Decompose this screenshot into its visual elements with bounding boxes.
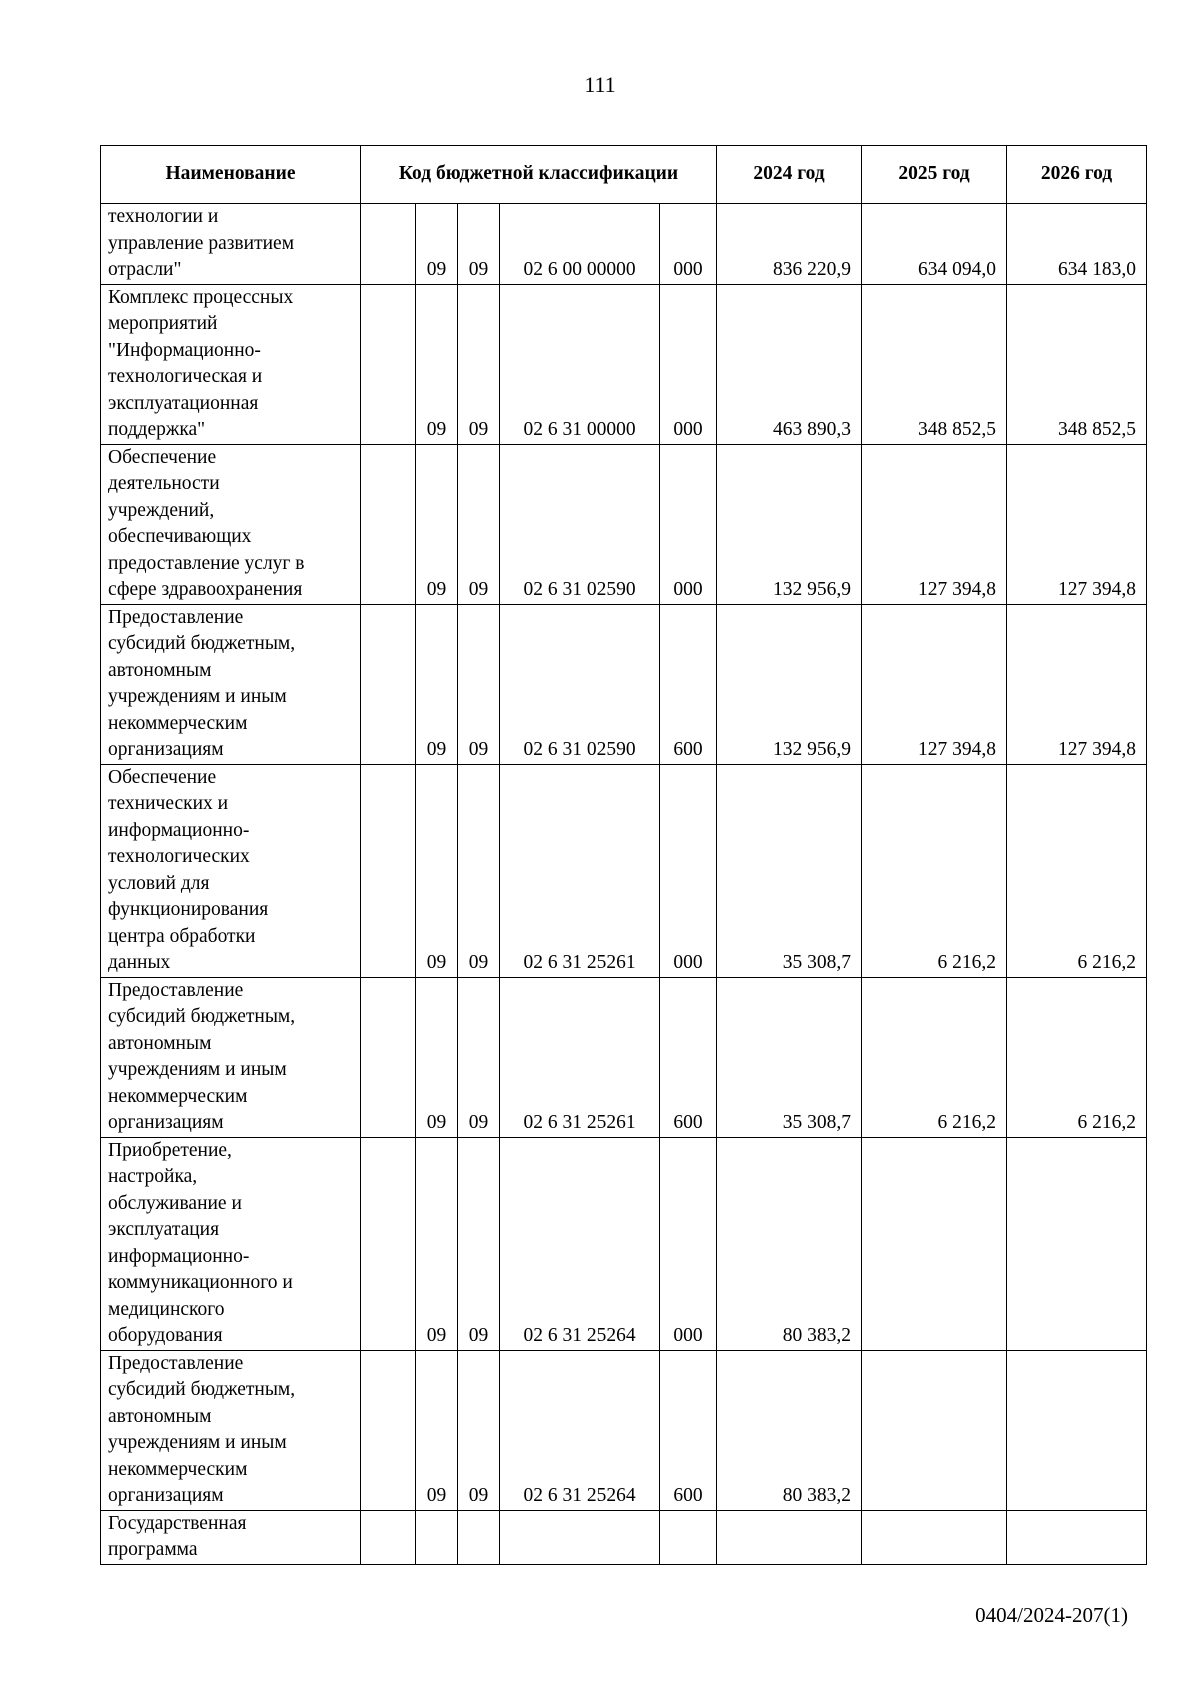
row-code-expense-type: 000 xyxy=(660,764,717,977)
row-name: Обеспечение деятельности учреждений, обеспечивающих предоставление услуг в сфере здравоохранения xyxy=(101,444,361,604)
budget-table xyxy=(100,145,1147,1565)
row-code-section: 09 xyxy=(416,204,458,285)
row-value-2025: 127 394,8 xyxy=(862,604,1007,764)
row-empty-code xyxy=(361,1350,416,1510)
table-row xyxy=(101,977,1147,1137)
row-code-subsection: 09 xyxy=(458,604,500,764)
row-code-section: 09 xyxy=(416,284,458,444)
row-code-subsection xyxy=(458,1510,500,1564)
row-code-section xyxy=(416,1510,458,1564)
header-name: Наименование xyxy=(101,146,361,204)
row-code-expense-type xyxy=(660,1510,717,1564)
row-code-expense-type: 600 xyxy=(660,604,717,764)
row-code-target: 02 6 31 25261 xyxy=(500,764,660,977)
row-code-expense-type: 000 xyxy=(660,444,717,604)
header-2026: 2026 год xyxy=(1007,146,1147,204)
row-value-2024: 35 308,7 xyxy=(717,977,862,1137)
row-code-target: 02 6 31 02590 xyxy=(500,444,660,604)
row-code-target: 02 6 31 25261 xyxy=(500,977,660,1137)
table-row xyxy=(101,1137,1147,1350)
row-value-2026: 6 216,2 xyxy=(1007,977,1147,1137)
row-name: Предоставление субсидий бюджетным, автономным учреждениям и иным некоммерческим организациям xyxy=(101,604,361,764)
row-value-2025: 634 094,0 xyxy=(862,204,1007,285)
table-row xyxy=(101,444,1147,604)
row-code-target: 02 6 31 02590 xyxy=(500,604,660,764)
table-row xyxy=(101,204,1147,285)
row-value-2024: 463 890,3 xyxy=(717,284,862,444)
row-value-2024: 35 308,7 xyxy=(717,764,862,977)
row-value-2026: 634 183,0 xyxy=(1007,204,1147,285)
row-code-target xyxy=(500,1510,660,1564)
row-value-2026: 6 216,2 xyxy=(1007,764,1147,977)
row-empty-code xyxy=(361,764,416,977)
row-empty-code xyxy=(361,444,416,604)
table-row xyxy=(101,284,1147,444)
row-value-2026: 348 852,5 xyxy=(1007,284,1147,444)
row-value-2024: 132 956,9 xyxy=(717,604,862,764)
document-code: 0404/2024-207(1) xyxy=(975,1603,1128,1627)
row-value-2026 xyxy=(1007,1510,1147,1564)
row-value-2024: 80 383,2 xyxy=(717,1137,862,1350)
row-code-subsection: 09 xyxy=(458,1137,500,1350)
row-code-section: 09 xyxy=(416,1137,458,1350)
table-row xyxy=(101,1510,1147,1564)
row-code-subsection: 09 xyxy=(458,204,500,285)
row-code-section: 09 xyxy=(416,1350,458,1510)
row-code-subsection: 09 xyxy=(458,977,500,1137)
table-header-row xyxy=(101,146,1147,204)
row-empty-code xyxy=(361,284,416,444)
table-row xyxy=(101,764,1147,977)
row-code-section: 09 xyxy=(416,444,458,604)
row-name: Обеспечение технических и информационно- технологических условий для функционирования центра обработки данных xyxy=(101,764,361,977)
row-code-subsection: 09 xyxy=(458,1350,500,1510)
row-value-2025: 127 394,8 xyxy=(862,444,1007,604)
row-code-target: 02 6 31 25264 xyxy=(500,1137,660,1350)
row-value-2025 xyxy=(862,1137,1007,1350)
row-code-subsection: 09 xyxy=(458,764,500,977)
row-code-subsection: 09 xyxy=(458,284,500,444)
row-code-section: 09 xyxy=(416,977,458,1137)
row-value-2025 xyxy=(862,1510,1007,1564)
row-name: Предоставление субсидий бюджетным, автономным учреждениям и иным некоммерческим организациям xyxy=(101,977,361,1137)
row-empty-code xyxy=(361,1137,416,1350)
row-code-subsection: 09 xyxy=(458,444,500,604)
row-name: Комплекс процессных мероприятий "Информационно- технологическая и эксплуатационная поддержка" xyxy=(101,284,361,444)
row-empty-code xyxy=(361,1510,416,1564)
row-code-expense-type: 600 xyxy=(660,977,717,1137)
row-code-section: 09 xyxy=(416,604,458,764)
row-name: Государственная программа xyxy=(101,1510,361,1564)
row-code-expense-type: 000 xyxy=(660,1137,717,1350)
row-code-expense-type: 000 xyxy=(660,284,717,444)
row-value-2026 xyxy=(1007,1350,1147,1510)
row-empty-code xyxy=(361,204,416,285)
row-code-section: 09 xyxy=(416,764,458,977)
row-code-target: 02 6 31 00000 xyxy=(500,284,660,444)
page-number: 111 xyxy=(584,72,616,97)
row-empty-code xyxy=(361,604,416,764)
row-code-expense-type: 600 xyxy=(660,1350,717,1510)
row-value-2026 xyxy=(1007,1137,1147,1350)
row-empty-code xyxy=(361,977,416,1137)
header-2024: 2024 год xyxy=(717,146,862,204)
row-value-2025 xyxy=(862,1350,1007,1510)
row-code-expense-type: 000 xyxy=(660,204,717,285)
row-code-target: 02 6 00 00000 xyxy=(500,204,660,285)
row-value-2025: 6 216,2 xyxy=(862,977,1007,1137)
table-row xyxy=(101,604,1147,764)
row-value-2024: 80 383,2 xyxy=(717,1350,862,1510)
row-name: Приобретение, настройка, обслуживание и эксплуатация информационно- коммуникационного и медицинского оборудования xyxy=(101,1137,361,1350)
row-value-2026: 127 394,8 xyxy=(1007,444,1147,604)
row-value-2024: 836 220,9 xyxy=(717,204,862,285)
row-value-2026: 127 394,8 xyxy=(1007,604,1147,764)
row-value-2024: 132 956,9 xyxy=(717,444,862,604)
table-row xyxy=(101,1350,1147,1510)
header-code: Код бюджетной классификации xyxy=(361,146,717,204)
row-code-target: 02 6 31 25264 xyxy=(500,1350,660,1510)
header-2025: 2025 год xyxy=(862,146,1007,204)
row-value-2025: 6 216,2 xyxy=(862,764,1007,977)
row-value-2025: 348 852,5 xyxy=(862,284,1007,444)
row-name: Предоставление субсидий бюджетным, автономным учреждениям и иным некоммерческим организациям xyxy=(101,1350,361,1510)
row-value-2024 xyxy=(717,1510,862,1564)
row-name: технологии и управление развитием отрасли" xyxy=(101,204,361,285)
